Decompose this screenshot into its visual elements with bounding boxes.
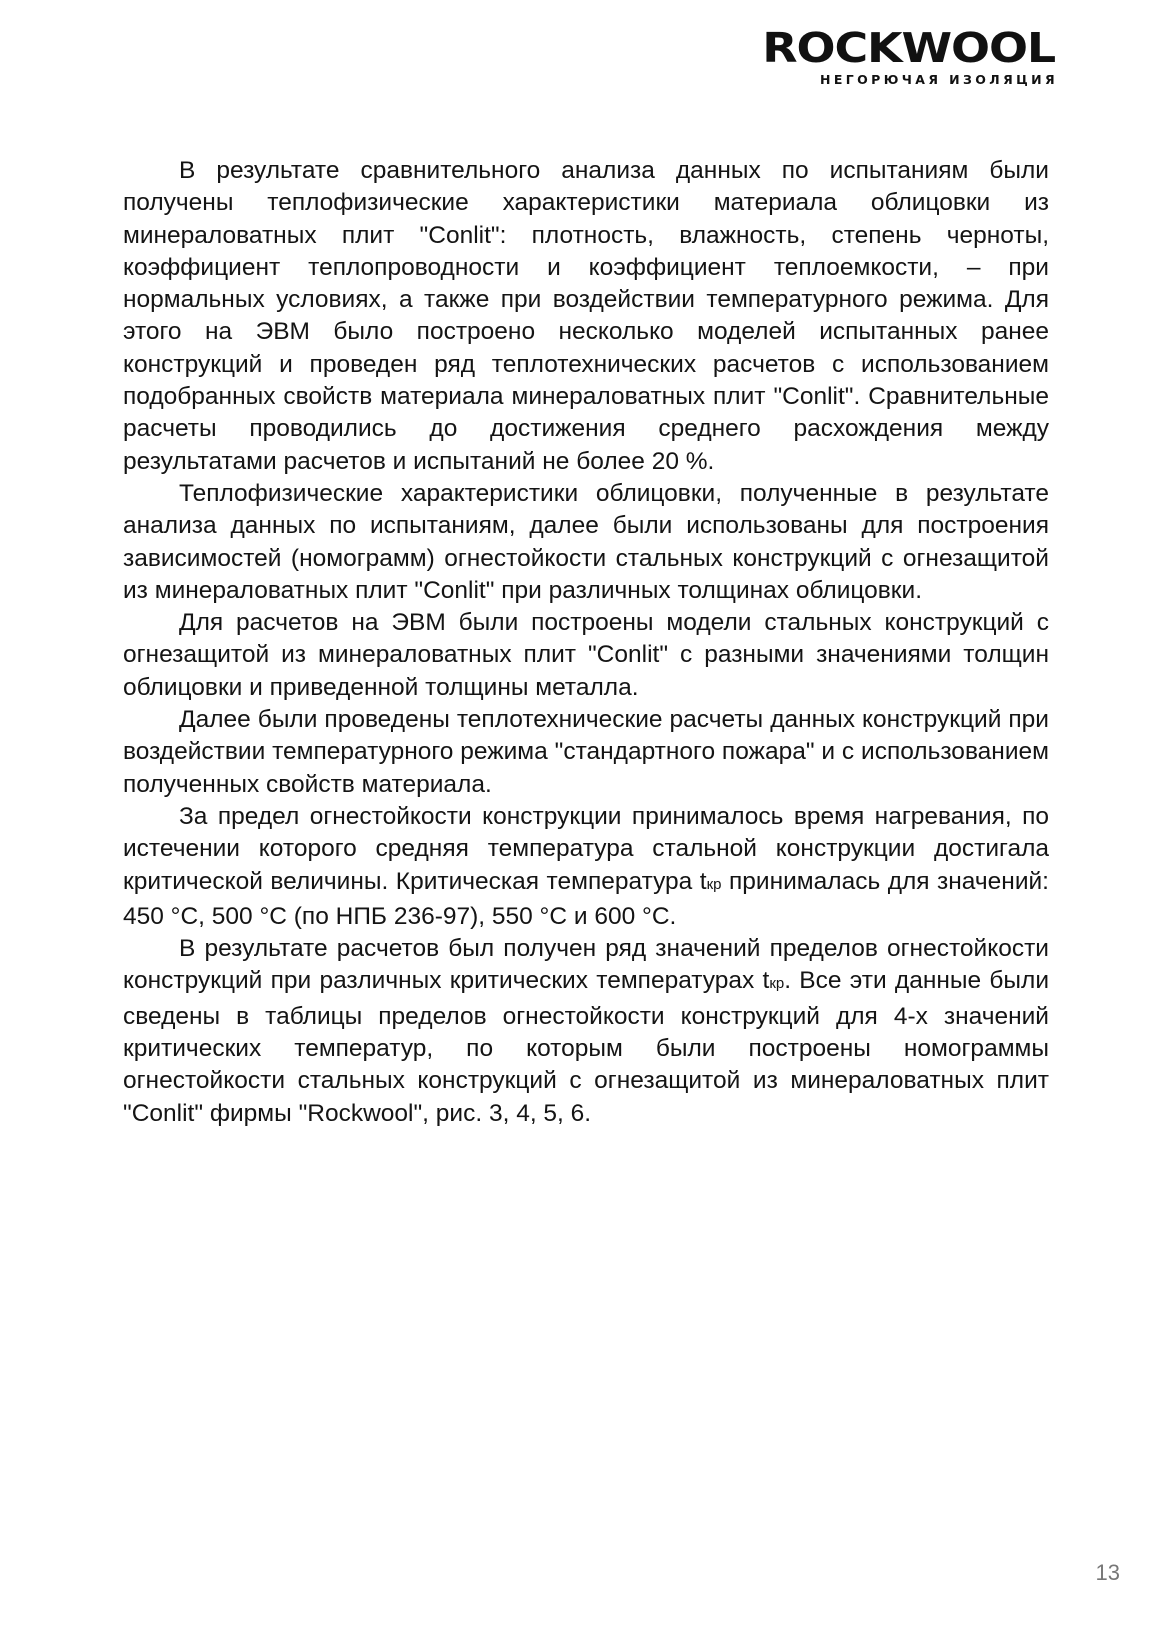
paragraph-6-text-before: В результате расчетов был получен ряд значений пределов огнестойкости конструкций при различных критических температурах t: [123, 935, 1049, 995]
paragraph-4: Далее были проведены теплотехнические расчеты данных конструкций при воздействии температурного режима "стандартного пожара" и с использованием полученных свойств материала.: [123, 706, 1049, 798]
logo-wordmark: ROCKWOOL: [762, 24, 1055, 72]
paragraph-3: Для расчетов на ЭВМ были построены модели стальных конструкций с огнезащитой из минераловатных плит "Conlit" с разными значениями толщин облицовки и приведенной толщины металла.: [123, 609, 1049, 701]
page-number: 13: [1095, 1560, 1120, 1585]
paragraph-5-text-before: За предел огнестойкости конструкции принималось время нагревания, по истечении которого средняя температура стальной конструкции достигала критической величины. Критическая температура t: [123, 802, 1049, 895]
paragraph-1: В результате сравнительного анализа данных по испытаниям были получены теплофизические характеристики материала облицовки из минераловатных плит "Conlit": плотность, влажность, степень черноты, коэффициент теплопроводности и коэффициент теплоемкости, – при нормальных условиях, а также при воздействии температурного режима. Для этого на ЭВМ было построено несколько моделей испытанных ранее конструкций и проведен ряд теплотехнических расчетов с использованием подобранных свойств материала минераловатных плит "Conlit". Сравнительные расчеты проводились до достижения среднего расхождения между результатами расчетов и испытаний не более 20 %.: [123, 157, 1049, 475]
paragraph-5-text-after: принималась для значений: 450 °С, 500 °С (по НПБ 236-97), 550 °С и 600 °С.: [123, 867, 1049, 930]
document-body: [123, 155, 1049, 1130]
paragraph-6: [123, 933, 1049, 1130]
paragraph-2: Теплофизические характеристики облицовки, полученные в результате анализа данных по испытаниям, далее были использованы для построения зависимостей (номограмм) огнестойкости стальных конструкций с огнезащитой из минераловатных плит "Conlit" при различных толщинах облицовки.: [123, 479, 1049, 604]
subscript-kr: кр: [706, 875, 722, 893]
paragraph-5: [123, 801, 1049, 933]
rockwool-logo: [755, 24, 1058, 89]
subscript-kr: кр: [769, 975, 785, 993]
paragraph-6-text-after: . Все эти данные были сведены в таблицы пределов огнестойкости конструкций для 4-х значений критических температур, по которым были построены номограммы огнестойкости стальных конструкций с огнезащитой из минераловатных плит "Conlit" фирмы "Rockwool", рис. 3, 4, 5, 6.: [123, 967, 1050, 1127]
logo-tagline: НЕГОРЮЧАЯ ИЗОЛЯЦИЯ: [819, 72, 1058, 87]
